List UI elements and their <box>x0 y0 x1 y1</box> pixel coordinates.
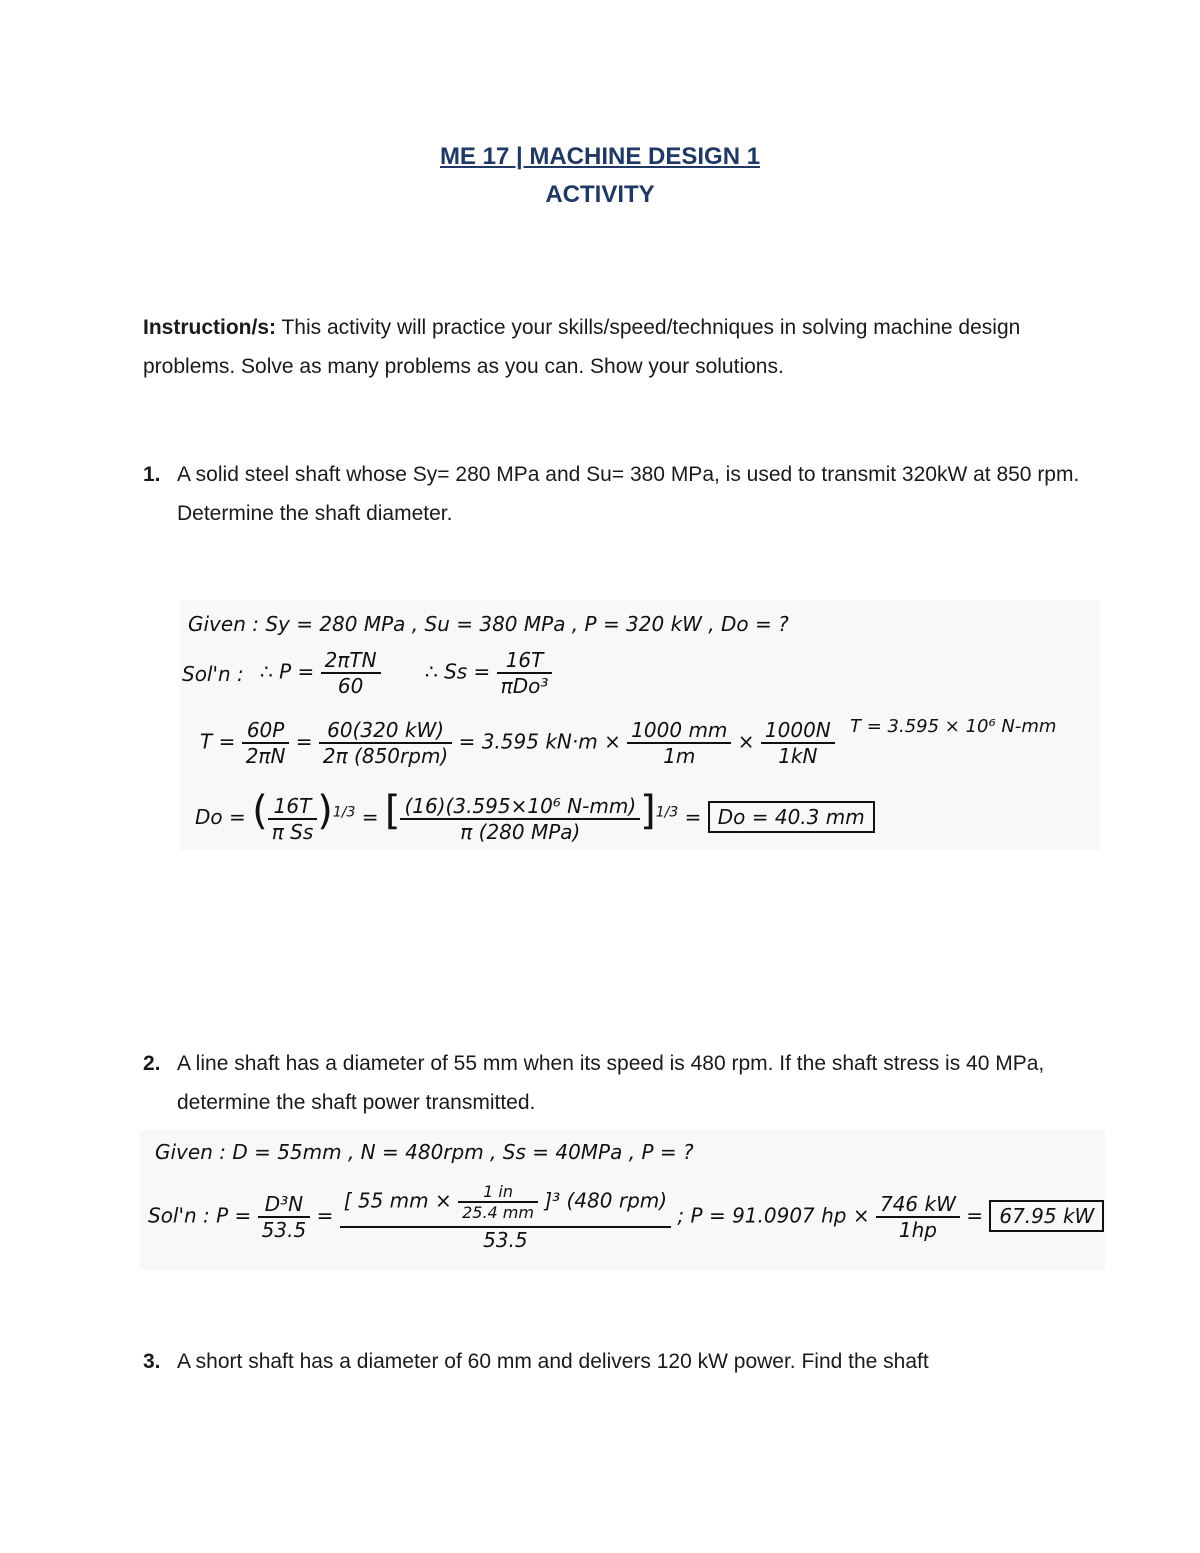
soln-label: Sol'n : <box>182 662 244 686</box>
fraction-numerator: 1000N <box>761 718 835 744</box>
power-formula <box>260 648 381 698</box>
fraction-denominator: 1m <box>663 744 696 768</box>
torque-substitution <box>319 718 452 768</box>
newton-conversion <box>761 718 835 768</box>
fraction-numerator: 60P <box>242 718 290 744</box>
problem-2 <box>143 1044 1083 1122</box>
power-fraction <box>321 648 381 698</box>
given-line: Given : Sy = 280 MPa , Su = 380 MPa , P = 320 kW , Do = ? <box>188 612 789 636</box>
instructions <box>143 308 1063 386</box>
solution-line: Sol'n : P = $\frac{\text{D³N}}{53.5}$ = [ 55 mm × $\frac{1 in}{25.4 mm}$ ]³ (480 rpm) 53.5 ; P = 91.0907 hp × $\frac{746 kW}{1hp}$ = 67.95 kW <box>148 1182 1104 1252</box>
title-text: ME 17 | MACHINE DESIGN 1 <box>439 143 761 170</box>
answer-box: 67.95 kW <box>989 1200 1104 1232</box>
mm-conversion <box>627 718 731 768</box>
fraction-numerator: D³N <box>258 1192 311 1218</box>
problem-text: A short shaft has a diameter of 60 mm and delivers 120 kW power. Find the shaft <box>177 1350 929 1373</box>
problem-3 <box>143 1342 1083 1381</box>
document-title <box>0 143 1200 171</box>
instructions-label: Instruction/s: <box>143 316 277 339</box>
fraction-denominator: 25.4 mm <box>462 1203 534 1222</box>
fraction-denominator: 2π (850rpm) <box>322 744 449 768</box>
problem-number: 1. <box>143 463 161 486</box>
exponent: 1/3 <box>655 804 679 821</box>
fraction-denominator: 2πN <box>245 744 286 768</box>
torque-fraction <box>242 718 290 768</box>
diameter-line: Do = ( $\frac{16T}{\text{π Ss}}$ )$^{1/3}$ = [ $\frac{\text{(16)(3.595×10⁶ N-mm)}}{\text{π (280 MPa)}}$ ]$^{1/3}$ = Do = 40.3 mm <box>195 788 875 844</box>
inch-conversion <box>458 1182 538 1222</box>
fraction-numerator <box>340 1182 671 1228</box>
hp-value: P = 91.0907 hp × <box>690 1203 870 1228</box>
answer-box: Do = 40.3 mm <box>708 801 875 833</box>
torque-result: T = 3.595 × 10⁶ N-mm <box>850 716 1057 737</box>
stress-fraction <box>497 648 553 698</box>
fraction-numerator: 1 in <box>458 1182 538 1203</box>
fraction-denominator: 1kN <box>778 744 818 768</box>
exponent: 1/3 <box>332 804 356 821</box>
kw-conversion <box>876 1192 960 1242</box>
fraction-denominator: 53.5 <box>483 1228 528 1252</box>
fraction-denominator: 60 <box>337 674 364 698</box>
instructions-text: This activity will practice your skills/speed/techniques in solving machine design problems. Solve as many problems as you can. Show your solutions. <box>143 316 1021 378</box>
problem-number: 3. <box>143 1350 161 1373</box>
power-eq: P = <box>216 1203 252 1228</box>
power-fraction <box>258 1192 311 1242</box>
fraction-denominator: π Ss <box>271 819 314 844</box>
power-substitution <box>340 1182 671 1252</box>
diameter-substitution <box>400 794 640 844</box>
substitution-end: ]³ (480 rpm) <box>544 1188 668 1213</box>
fraction-numerator: 16T <box>497 648 553 674</box>
substitution-start: [ 55 mm × <box>343 1188 452 1213</box>
given-line: Given : D = 55mm , N = 480rpm , Ss = 40MPa , P = ? <box>155 1140 694 1164</box>
fraction-numerator: 746 kW <box>876 1192 960 1218</box>
stress-eq: ∴ Ss = <box>425 659 491 684</box>
fraction-numerator: 60(320 kW) <box>319 718 452 744</box>
problem-text: A line shaft has a diameter of 55 mm when its speed is 480 rpm. If the shaft stress is 40 MPa, determine the shaft power transmitted. <box>177 1052 1045 1114</box>
fraction-numerator: 2πTN <box>321 648 381 674</box>
fraction-denominator: π (280 MPa) <box>460 819 581 844</box>
problem-1 <box>143 455 1083 533</box>
stress-formula <box>425 648 552 698</box>
diameter-fraction <box>268 794 318 844</box>
soln-label: Sol'n : <box>148 1203 210 1228</box>
fraction-denominator: 53.5 <box>261 1218 307 1242</box>
problem-text: A solid steel shaft whose Sy= 280 MPa and Su= 380 MPa, is used to transmit 320kW at 850 rpm. Determine the shaft diameter. <box>177 463 1080 525</box>
fraction-denominator: πDo³ <box>500 674 549 698</box>
fraction-numerator: 16T <box>268 794 318 820</box>
torque-eq: T = <box>200 729 236 754</box>
torque-value: = 3.595 kN·m × <box>458 729 621 754</box>
torque-line: T = $\frac{60P}{2\pi N}$ = $\frac{60(320 kW)}{\text{2π (850rpm)}}$ = 3.595 kN·m × $\frac{1000 mm}{1m}$ × $\frac{1000N}{1kN}$ <box>200 718 835 768</box>
diameter-eq: Do = <box>195 805 246 829</box>
document-subtitle: ACTIVITY <box>545 181 655 208</box>
power-eq: ∴ P = <box>260 659 315 684</box>
problem-number: 2. <box>143 1052 161 1075</box>
fraction-denominator: 1hp <box>898 1218 937 1242</box>
fraction-numerator: 1000 mm <box>627 718 731 744</box>
fraction-numerator: (16)(3.595×10⁶ N-mm) <box>400 794 640 820</box>
